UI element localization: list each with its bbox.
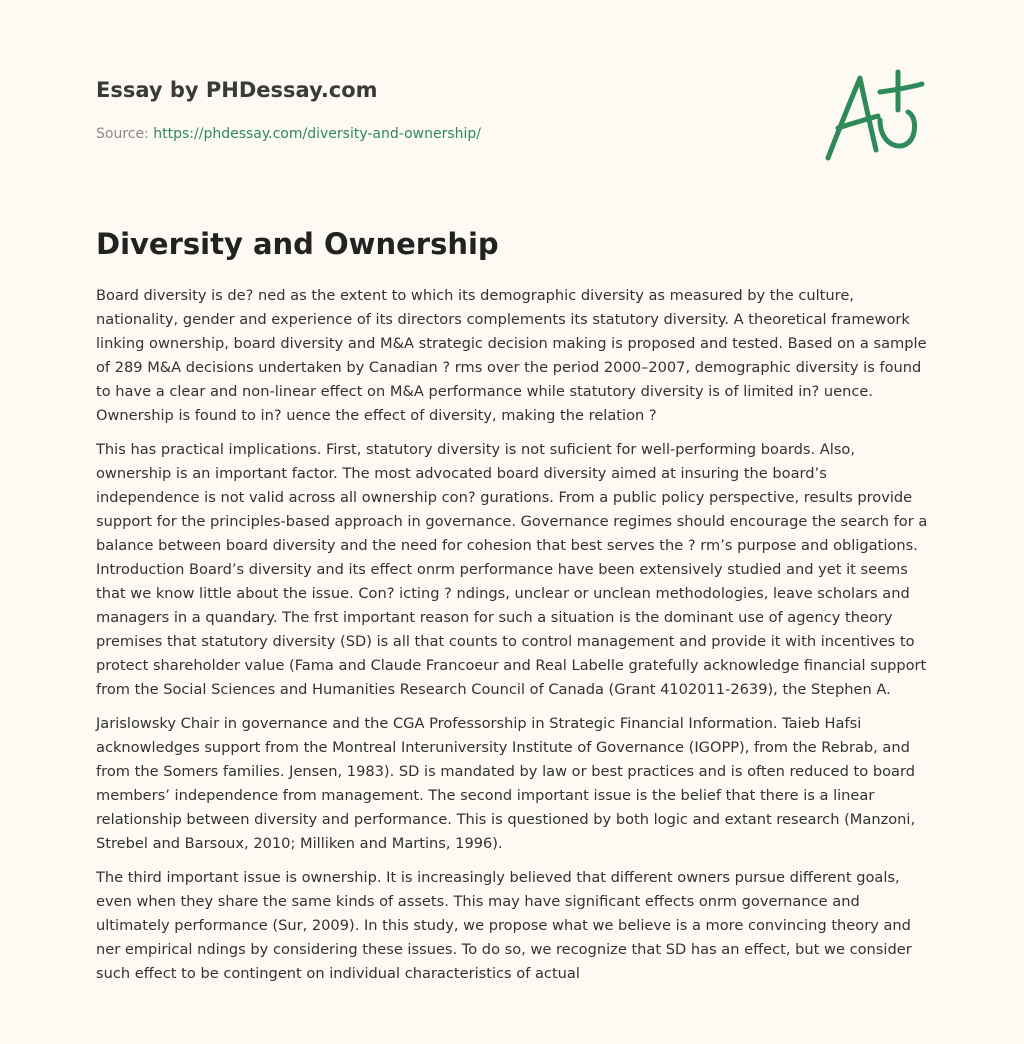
article-title: Diversity and Ownership (96, 227, 499, 261)
article-body (96, 284, 932, 996)
site-header (96, 76, 656, 144)
source-line (96, 124, 656, 144)
source-link[interactable]: https://phdessay.com/diversity-and-ownership/ (153, 126, 481, 142)
article-paragraph: Jarislowsky Chair in governance and the CGA Professorship in Strategic Financial Information. Taieb Hafsi acknowledges support from the Montreal Interuniversity Institute of Governance (IGOPP), from the Rebrab, and from the Somers families. Jensen, 1983). SD is mandated by law or best practices and is often reduced to board members’ independence from management. The second important issue is the belief that there is a linear relationship between diversity and performance. This is questioned by both logic and extant research (Manzoni, Strebel and Barsoux, 2010; Milliken and Martins, 1996). (96, 715, 916, 852)
article-paragraph: The third important issue is ownership. It is increasingly believed that different owners pursue different goals, even when they share the same kinds of assets. This may have significant effects onrm governance and ultimately performance (Sur, 2009). In this study, we propose what we believe is a more convincing theory and ner empirical ndings by considering these issues. To do so, we recognize that SD has an effect, but we consider such effect to be contingent on individual characteristics of actual (96, 869, 912, 982)
article-paragraph: This has practical implications. First, statutory diversity is not suficient for well-performing boards. Also, ownership is an important factor. The most advocated board diversity aimed at insuring the board’s independence is not valid across all ownership con? gurations. From a public policy perspective, results provide support for the principles-based approach in governance. Governance regimes should encourage the search for a balance between board diversity and the need for cohesion that best serves the ? rm’s purpose and obligations. Introduction Board’s diversity and its effect onrm performance have been extensively studied and yet it seems that we know little about the issue. Con? icting ? ndings, unclear or unclean methodologies, leave scholars and managers in a quandary. The frst important reason for such a situation is the dominant use of agency theory premises that statutory diversity (SD) is all that counts to control management and provide it with incentives to protect shareholder value (Fama and Claude Francoeur and Real Labelle gratefully acknowledge financial support from the Social Sciences and Humanities Research Council of Canada (Grant 4102011-2639), the Stephen A. (96, 441, 928, 698)
site-brand: Essay by PHDessay.com (96, 78, 378, 102)
source-label: Source: (96, 126, 154, 142)
a-plus-logo-icon (818, 66, 930, 166)
article-paragraph: Board diversity is de? ned as the extent to which its demographic diversity as measured by the culture, nationality, gender and experience of its directors complements its statutory diversity. A theoretical framework linking ownership, board diversity and M&A strategic decision making is proposed and tested. Based on a sample of 289 M&A decisions undertaken by Canadian ? rms over the period 2000–2007, demographic diversity is found to have a clear and non-linear effect on M&A performance while statutory diversity is of limited in? uence. Ownership is found to in? uence the effect of diversity, making the relation ? (96, 287, 927, 424)
